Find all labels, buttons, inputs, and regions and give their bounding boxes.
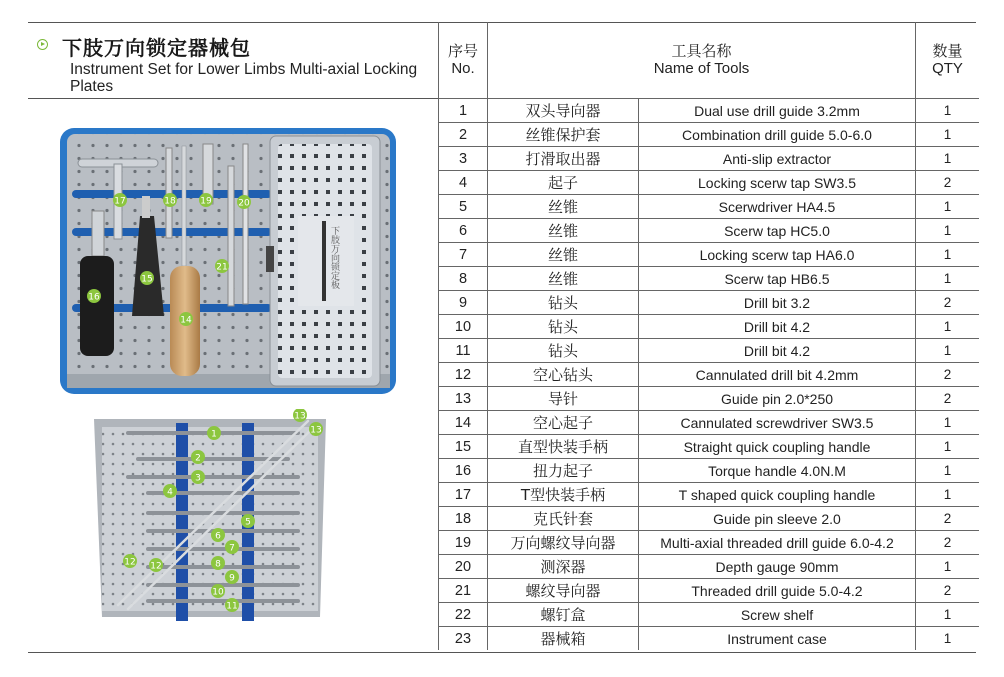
callout-number: 11 — [226, 601, 238, 612]
tool-name-english: Locking scerw tap HA6.0 — [639, 243, 916, 267]
row-number: 3 — [439, 147, 488, 171]
quantity: 1 — [916, 555, 980, 579]
row-number: 6 — [439, 219, 488, 243]
quantity: 1 — [916, 147, 980, 171]
circle-arrow-icon — [37, 39, 48, 50]
table-row — [439, 339, 980, 363]
quantity: 1 — [916, 315, 980, 339]
row-number: 4 — [439, 171, 488, 195]
quantity: 2 — [916, 171, 980, 195]
quantity: 1 — [916, 339, 980, 363]
callout-number: 16 — [88, 292, 100, 303]
row-number: 13 — [439, 387, 488, 411]
row-number: 10 — [439, 315, 488, 339]
quantity: 1 — [916, 219, 980, 243]
table-row — [439, 267, 980, 291]
title-chinese: 下肢万向锁定器械包 — [62, 36, 251, 60]
tool-name-english: Torque handle 4.0N.M — [639, 459, 916, 483]
tool-name-chinese: 丝锥 — [488, 219, 639, 243]
tool-name-chinese: 直型快装手柄 — [488, 435, 639, 459]
row-number: 22 — [439, 603, 488, 627]
table-row — [439, 603, 980, 627]
table-row — [439, 411, 980, 435]
table-row — [439, 459, 980, 483]
table-row — [439, 171, 980, 195]
callout-number: 3 — [195, 473, 201, 484]
callout-number: 1 — [211, 429, 217, 440]
quantity: 1 — [916, 411, 980, 435]
tool-name-english: Straight quick coupling handle — [639, 435, 916, 459]
quantity: 2 — [916, 579, 980, 603]
row-number: 15 — [439, 435, 488, 459]
table-row — [439, 195, 980, 219]
table-row — [439, 387, 980, 411]
tool-name-chinese: 导针 — [488, 387, 639, 411]
tool-name-chinese: 打滑取出器 — [488, 147, 639, 171]
header-name: 工具名称 Name of Tools — [488, 22, 916, 99]
tool-name-chinese: 螺钉盒 — [488, 603, 639, 627]
tool-name-chinese: 空心起子 — [488, 411, 639, 435]
tool-name-english: Scerwdriver HA4.5 — [639, 195, 916, 219]
tray-photo — [88, 409, 334, 627]
tool-name-english: Depth gauge 90mm — [639, 555, 916, 579]
table-row — [439, 483, 980, 507]
tool-name-english: Locking scerw tap SW3.5 — [639, 171, 916, 195]
row-number: 20 — [439, 555, 488, 579]
callout-number: 19 — [200, 196, 212, 207]
table-row — [439, 147, 980, 171]
table-row — [439, 243, 980, 267]
tool-name-english: Instrument case — [639, 627, 916, 651]
callout-number: 8 — [215, 559, 221, 570]
quantity: 1 — [916, 483, 980, 507]
callout-number: 10 — [212, 587, 224, 598]
quantity: 1 — [916, 195, 980, 219]
tool-name-english: Cannulated screwdriver SW3.5 — [639, 411, 916, 435]
quantity: 2 — [916, 387, 980, 411]
callout-number: 15 — [141, 274, 153, 285]
tool-name-english: Guide pin sleeve 2.0 — [639, 507, 916, 531]
row-number: 2 — [439, 123, 488, 147]
table-row — [439, 579, 980, 603]
row-number: 14 — [439, 411, 488, 435]
row-number: 19 — [439, 531, 488, 555]
tool-name-english: Multi-axial threaded drill guide 6.0-4.2 — [639, 531, 916, 555]
tool-name-chinese: 器械箱 — [488, 627, 639, 651]
table-row — [439, 435, 980, 459]
header-qty: 数量 QTY — [916, 22, 980, 99]
table-row — [439, 99, 980, 123]
tool-name-chinese: 丝锥 — [488, 195, 639, 219]
tool-name-english: Cannulated drill bit 4.2mm — [639, 363, 916, 387]
tool-name-chinese: 万向螺纹导向器 — [488, 531, 639, 555]
quantity: 2 — [916, 291, 980, 315]
tool-name-chinese: T型快装手柄 — [488, 483, 639, 507]
table-row — [439, 315, 980, 339]
callout-number: 17 — [114, 196, 126, 207]
row-number: 21 — [439, 579, 488, 603]
quantity: 1 — [916, 123, 980, 147]
quantity: 1 — [916, 99, 980, 123]
header-no: 序号 No. — [439, 22, 488, 99]
table-row — [439, 291, 980, 315]
tool-name-chinese: 起子 — [488, 171, 639, 195]
callout-number: 5 — [245, 517, 251, 528]
callout-number: 12 — [124, 557, 136, 568]
callout-number: 6 — [215, 531, 221, 542]
tool-name-english: Drill bit 4.2 — [639, 315, 916, 339]
quantity: 1 — [916, 459, 980, 483]
table-row — [439, 531, 980, 555]
instrument-case-photo — [58, 126, 398, 396]
row-number: 17 — [439, 483, 488, 507]
table-row — [439, 555, 980, 579]
callout-number: 2 — [195, 453, 201, 464]
quantity: 1 — [916, 627, 980, 651]
tool-name-english: T shaped quick coupling handle — [639, 483, 916, 507]
tool-name-english: Guide pin 2.0*250 — [639, 387, 916, 411]
tool-name-chinese: 丝锥 — [488, 267, 639, 291]
row-number: 11 — [439, 339, 488, 363]
tool-name-english: Scerw tap HC5.0 — [639, 219, 916, 243]
tool-name-english: Combination drill guide 5.0-6.0 — [639, 123, 916, 147]
row-number: 18 — [439, 507, 488, 531]
callout-number: 13 — [294, 411, 306, 422]
callout-number: 20 — [238, 198, 250, 209]
tool-name-chinese: 丝锥保护套 — [488, 123, 639, 147]
tool-name-chinese: 测深器 — [488, 555, 639, 579]
callout-number: 7 — [229, 543, 235, 554]
tool-name-chinese: 空心钻头 — [488, 363, 639, 387]
table-row — [439, 123, 980, 147]
table-header-row — [439, 22, 980, 99]
row-number: 23 — [439, 627, 488, 651]
bottom-rule — [28, 652, 976, 653]
quantity: 2 — [916, 531, 980, 555]
row-number: 12 — [439, 363, 488, 387]
row-number: 1 — [439, 99, 488, 123]
tool-name-english: Screw shelf — [639, 603, 916, 627]
tool-name-chinese: 钻头 — [488, 315, 639, 339]
tool-name-english: Scerw tap HB6.5 — [639, 267, 916, 291]
callout-number: 13 — [310, 425, 322, 436]
quantity: 1 — [916, 267, 980, 291]
callout-number: 18 — [164, 196, 176, 207]
row-number: 9 — [439, 291, 488, 315]
callout-number: 12 — [150, 561, 162, 572]
tool-name-chinese: 扭力起子 — [488, 459, 639, 483]
callout-number: 14 — [180, 315, 192, 326]
tools-table — [438, 22, 979, 650]
callout-number: 9 — [229, 573, 235, 584]
tool-name-english: Dual use drill guide 3.2mm — [639, 99, 916, 123]
callout-number: 4 — [167, 487, 173, 498]
title-rule — [28, 98, 438, 99]
quantity: 2 — [916, 363, 980, 387]
table-row — [439, 507, 980, 531]
table-row — [439, 363, 980, 387]
quantity: 1 — [916, 435, 980, 459]
tool-name-english: Drill bit 4.2 — [639, 339, 916, 363]
row-number: 7 — [439, 243, 488, 267]
tool-name-chinese: 克氏针套 — [488, 507, 639, 531]
title-block — [28, 24, 438, 98]
tool-name-english: Threaded drill guide 5.0-4.2 — [639, 579, 916, 603]
quantity: 1 — [916, 603, 980, 627]
box-label: 下肢万向锁定板 — [329, 226, 339, 289]
row-number: 8 — [439, 267, 488, 291]
tool-name-chinese: 双头导向器 — [488, 99, 639, 123]
callout-number: 21 — [216, 262, 228, 273]
row-number: 5 — [439, 195, 488, 219]
row-number: 16 — [439, 459, 488, 483]
table-row — [439, 219, 980, 243]
quantity: 1 — [916, 243, 980, 267]
quantity: 2 — [916, 507, 980, 531]
tool-name-chinese: 丝锥 — [488, 243, 639, 267]
tool-name-english: Drill bit 3.2 — [639, 291, 916, 315]
tool-name-chinese: 钻头 — [488, 339, 639, 363]
tool-name-english: Anti-slip extractor — [639, 147, 916, 171]
tool-name-chinese: 螺纹导向器 — [488, 579, 639, 603]
title-english: Instrument Set for Lower Limbs Multi-axial Locking Plates — [70, 61, 418, 95]
table-row — [439, 627, 980, 651]
tool-name-chinese: 钻头 — [488, 291, 639, 315]
